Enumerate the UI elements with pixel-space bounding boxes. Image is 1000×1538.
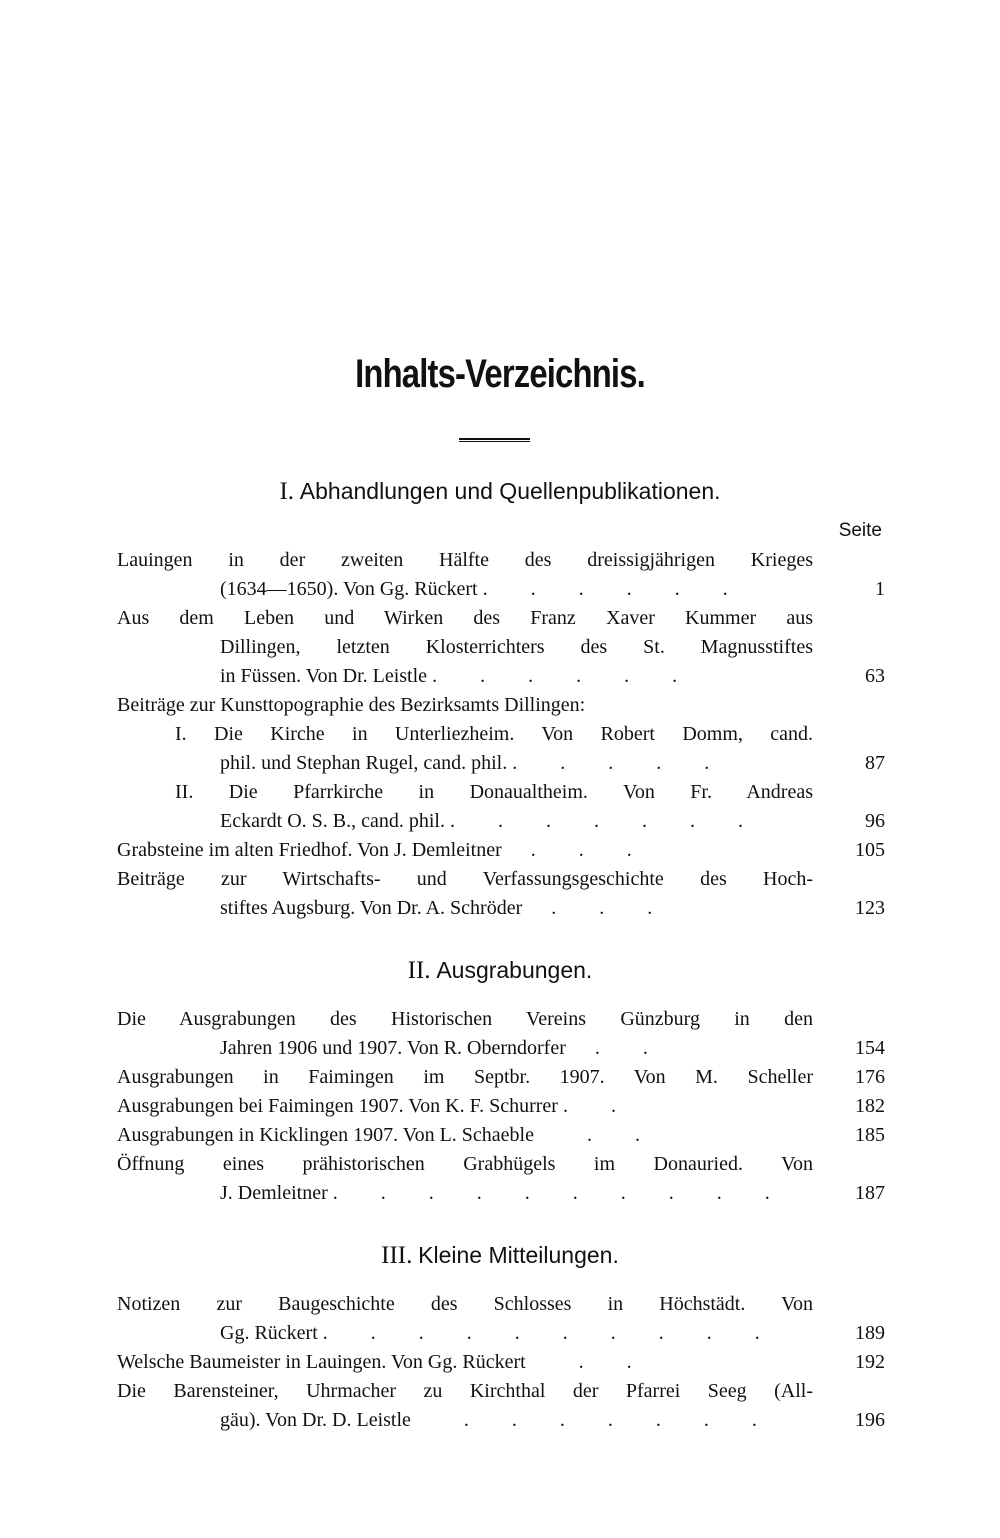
toc-line: Die Barensteiner, Uhrmacher zu Kirchthal der Pfarrei Seeg (All- [117,1380,813,1402]
page-number: 1 [875,578,885,600]
toc-line: Beiträge zur Wirtschafts- und Verfassungsgeschichte des Hoch- [117,868,813,890]
leader-dots: . . [530,1351,651,1373]
page-number: 87 [865,752,885,774]
leader-dots: . . . . . . . . . . [332,1182,789,1204]
toc-line: Lauingen in der zweiten Hälfte des dreissigjährigen Krieges [117,549,813,571]
leader-dots: . . . . . . . [415,1409,776,1431]
title-rule [459,438,530,442]
leader-dots: . . . . . . [432,665,697,687]
leader-dots: . . . . . . . . . . [322,1322,779,1344]
page-number: 196 [855,1409,885,1431]
toc-line: phil. und Stephan Rugel, cand. phil. . . . . . [220,752,729,774]
leader-dots: . . [570,1037,667,1059]
toc-line: Jahren 1906 und 1907. Von R. Oberndorfer . . [220,1037,667,1059]
toc-line: Die Ausgrabungen des Historischen Vereins Günzburg in den [117,1008,813,1030]
toc-line: J. Demleitner . . . . . . . . . . [220,1182,789,1204]
page-number: 154 [855,1037,885,1059]
toc-line: Ausgrabungen in Faimingen im Septbr. 1907. Von M. Scheller [117,1066,813,1088]
page-number: 63 [865,665,885,687]
section-title: Ausgrabungen. [436,957,593,983]
toc-line: Dillingen, letzten Klosterrichters des St. Magnusstiftes [220,636,813,658]
leader-dots: . . [562,1095,635,1117]
leader-dots: . . [538,1124,659,1146]
section-heading-1 [0,478,1000,506]
toc-line: in Füssen. Von Dr. Leistle . . . . . . [220,665,697,687]
page-number: 123 [855,897,885,919]
leader-dots: . . . [527,897,672,919]
toc-line: stiftes Augsburg. Von Dr. A. Schröder . . . [220,897,672,919]
page-number: 189 [855,1322,885,1344]
page-number: 187 [855,1182,885,1204]
page-number: 105 [855,839,885,861]
section-heading-2 [0,957,1000,985]
page-number: 182 [855,1095,885,1117]
page-title: Inhalts-Verzeichnis. [355,352,645,396]
toc-line: Gg. Rückert . . . . . . . . . . [220,1322,779,1344]
toc-line: I. Die Kirche in Unterliezheim. Von Robert Domm, cand. [175,723,813,745]
toc-line: II. Die Pfarrkirche in Donaualtheim. Von Fr. Andreas [175,781,813,803]
toc-line: Grabsteine im alten Friedhof. Von J. Demleitner . . . [117,839,651,861]
section-title: Kleine Mitteilungen. [418,1242,619,1268]
leader-dots: . . . [506,839,651,861]
toc-line: Öffnung eines prähistorischen Grabhügels im Donauried. Von [117,1153,813,1175]
leader-dots: . . . . . . . [449,810,762,832]
leader-dots: . . . . . [512,752,729,774]
toc-line: Beiträge zur Kunsttopographie des Bezirksamts Dillingen: [117,694,586,716]
page-column-label: Seite [838,520,882,541]
toc-line: Ausgrabungen in Kicklingen 1907. Von L. Schaeble . . [117,1124,659,1146]
page-number: 192 [855,1351,885,1373]
leader-dots: . . . . . . [482,578,747,600]
toc-line: Aus dem Leben und Wirken des Franz Xaver Kummer aus [117,607,813,629]
section-heading-3 [0,1242,1000,1270]
page-number: 176 [855,1066,885,1088]
toc-line: gäu). Von Dr. D. Leistle . . . . . . . [220,1409,776,1431]
section-title: Abhandlungen und Quellenpublikationen. [299,478,721,504]
toc-line: Welsche Baumeister in Lauingen. Von Gg. Rückert . . [117,1351,651,1373]
toc-line: Ausgrabungen bei Faimingen 1907. Von K. F. Schurrer . . [117,1095,635,1117]
page-number: 96 [865,810,885,832]
section-number: III. [381,1242,413,1269]
section-number: I. [279,478,295,505]
toc-line: Eckardt O. S. B., cand. phil. . . . . . . . [220,810,762,832]
section-number: II. [407,957,431,984]
page-number: 185 [855,1124,885,1146]
toc-line: Notizen zur Baugeschichte des Schlosses in Höchstädt. Von [117,1293,813,1315]
toc-line: (1634—1650). Von Gg. Rückert . . . . . . [220,578,747,600]
